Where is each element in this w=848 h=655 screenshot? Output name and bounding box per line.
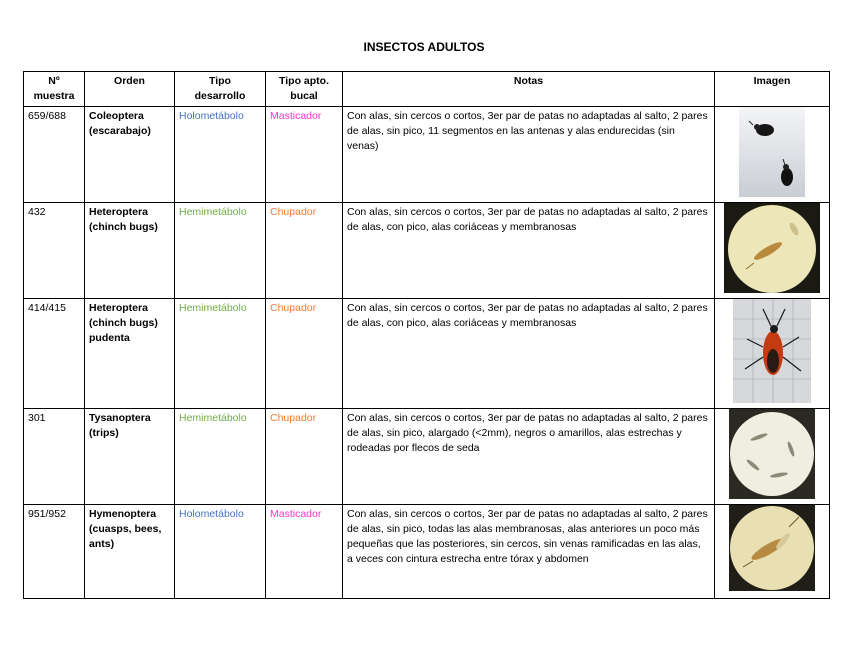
table-row <box>24 409 830 505</box>
header-mouthpart: Tipo apto. bucal <box>266 72 343 107</box>
chinch-bug-microscope-photo <box>724 203 820 293</box>
sample-cell: 414/415 <box>24 299 85 409</box>
table-row <box>24 299 830 409</box>
header-development: Tipo desarrollo <box>175 72 266 107</box>
order-cell: Tysanoptera (trips) <box>85 409 175 505</box>
development-cell: Holometábolo <box>175 505 266 599</box>
image-cell <box>715 409 830 505</box>
development-cell: Hemimetábolo <box>175 299 266 409</box>
sample-cell: 951/952 <box>24 505 85 599</box>
table-row <box>24 505 830 599</box>
insect-table <box>23 71 830 599</box>
image-cell <box>715 203 830 299</box>
header-image: Imagen <box>715 72 830 107</box>
mouthpart-cell: Masticador <box>266 505 343 599</box>
notes-cell: Con alas, sin cercos o cortos, 3er par de patas no adaptadas al salto, 2 pares de alas, con pico, alas coriáceas y membranosas <box>343 203 715 299</box>
header-order: Orden <box>85 72 175 107</box>
notes-cell: Con alas, sin cercos o cortos, 3er par de patas no adaptadas al salto, 2 pares de alas, con pico, alas coriáceas y membranosas <box>343 299 715 409</box>
mouthpart-cell: Masticador <box>266 107 343 203</box>
header-notes: Notas <box>343 72 715 107</box>
image-cell <box>715 107 830 203</box>
red-bug-photo <box>733 299 811 403</box>
order-cell: Hymenoptera (cuasps, bees, ants) <box>85 505 175 599</box>
sample-cell: 432 <box>24 203 85 299</box>
mouthpart-cell: Chupador <box>266 409 343 505</box>
order-cell: Heteroptera (chinch bugs) <box>85 203 175 299</box>
mouthpart-cell: Chupador <box>266 299 343 409</box>
header-sample: Nº muestra <box>24 72 85 107</box>
hymenoptera-microscope-photo <box>729 505 815 591</box>
development-cell: Hemimetábolo <box>175 203 266 299</box>
image-cell <box>715 299 830 409</box>
header-row <box>24 72 830 107</box>
beetle-photo <box>739 107 805 197</box>
mouthpart-cell: Chupador <box>266 203 343 299</box>
order-cell: Heteroptera (chinch bugs) pudenta <box>85 299 175 409</box>
order-cell: Coleoptera (escarabajo) <box>85 107 175 203</box>
table-row <box>24 107 830 203</box>
sample-cell: 659/688 <box>24 107 85 203</box>
image-cell <box>715 505 830 599</box>
page-title: INSECTOS ADULTOS <box>363 40 485 54</box>
table-row <box>24 203 830 299</box>
sample-cell: 301 <box>24 409 85 505</box>
thrips-microscope-photo <box>729 409 815 499</box>
notes-cell: Con alas, sin cercos o cortos, 3er par de patas no adaptadas al salto, 2 pares de alas, sin pico, todas las alas membranosas, alas anteriores un poco más pequeñas que las posteriores, sin cercos, sin venas ramificadas en las alas, a veces con cintura estrecha entre tórax y abdomen <box>343 505 715 599</box>
notes-cell: Con alas, sin cercos o cortos, 3er par de patas no adaptadas al salto, 2 pares de alas, sin pico, 11 segmentos en las antenas y alas endurecidas (sin venas) <box>343 107 715 203</box>
development-cell: Holometábolo <box>175 107 266 203</box>
development-cell: Hemimetábolo <box>175 409 266 505</box>
notes-cell: Con alas, sin cercos o cortos, 3er par de patas no adaptadas al salto, 2 pares de alas, sin pico, alargado (<2mm), negros o amarillos, alas estrechas y rodeadas por flecos de seda <box>343 409 715 505</box>
